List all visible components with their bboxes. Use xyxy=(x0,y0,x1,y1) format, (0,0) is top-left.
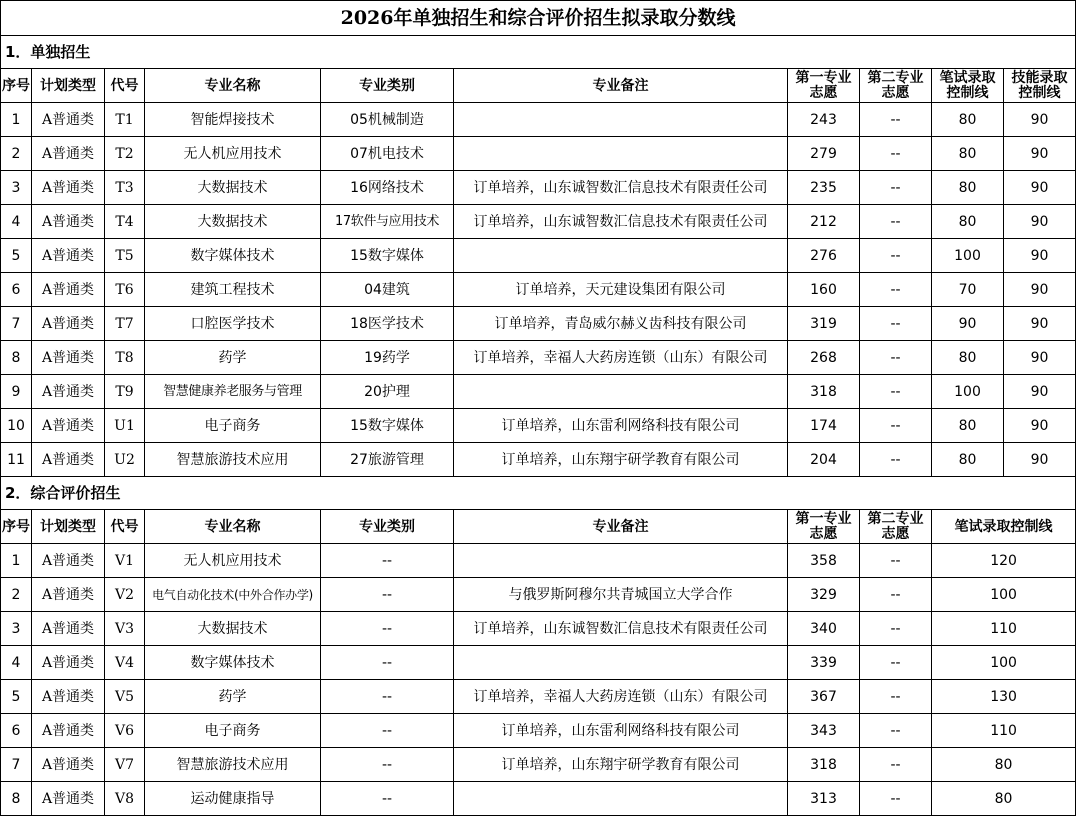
cell-major: 大数据技术 xyxy=(145,205,321,239)
cell-code: V1 xyxy=(105,544,145,578)
section-heading-comprehensive: 2．综合评价招生 xyxy=(1,477,1076,510)
header-major: 专业名称 xyxy=(145,69,321,103)
header-category: 专业类别 xyxy=(321,510,454,544)
header-first-choice xyxy=(788,69,860,103)
cell-first-choice: 212 xyxy=(788,205,860,239)
cell-code: U2 xyxy=(105,443,145,477)
cell-major: 电子商务 xyxy=(145,409,321,443)
cell-skill-line: 90 xyxy=(1004,443,1076,477)
cell-skill-line: 90 xyxy=(1004,273,1076,307)
cell-code: T8 xyxy=(105,341,145,375)
table-row xyxy=(1,409,1076,443)
header-category: 专业类别 xyxy=(321,69,454,103)
table-row xyxy=(1,612,1076,646)
table-row xyxy=(1,680,1076,714)
cell-code: V6 xyxy=(105,714,145,748)
cell-category: 17软件与应用技术 xyxy=(321,205,454,239)
header-first-choice-line2: 志愿 xyxy=(809,525,838,542)
header-second-choice-line1: 第二专业 xyxy=(867,69,924,86)
header-skill-line xyxy=(1004,69,1076,103)
cell-code: V8 xyxy=(105,782,145,816)
cell-remark: 订单培养，山东翔宇研学教育有限公司 xyxy=(454,748,788,782)
cell-remark xyxy=(454,782,788,816)
cell-second-choice: -- xyxy=(860,578,932,612)
cell-second-choice: -- xyxy=(860,137,932,171)
cell-plan-type: A普通类 xyxy=(32,239,105,273)
cell-second-choice: -- xyxy=(860,341,932,375)
cell-skill-line: 90 xyxy=(1004,239,1076,273)
cell-major: 口腔医学技术 xyxy=(145,307,321,341)
cell-category: 18医学技术 xyxy=(321,307,454,341)
header-second-choice-line1: 第二专业 xyxy=(867,510,924,527)
header-written-line: 笔试录取控制线 xyxy=(932,510,1076,544)
cell-remark: 订单培养，幸福人大药房连锁（山东）有限公司 xyxy=(454,341,788,375)
cell-seq: 2 xyxy=(1,578,32,612)
header-first-choice-line2: 志愿 xyxy=(809,84,838,101)
cell-written-line: 80 xyxy=(932,443,1004,477)
header-second-choice xyxy=(860,510,932,544)
cell-plan-type: A普通类 xyxy=(32,612,105,646)
cell-seq: 9 xyxy=(1,375,32,409)
cell-code: T4 xyxy=(105,205,145,239)
cell-major: 智慧旅游技术应用 xyxy=(145,443,321,477)
cell-code: T2 xyxy=(105,137,145,171)
cell-second-choice: -- xyxy=(860,646,932,680)
cell-first-choice: 268 xyxy=(788,341,860,375)
section-row xyxy=(1,477,1076,510)
cell-seq: 10 xyxy=(1,409,32,443)
header-first-choice-line1: 第一专业 xyxy=(795,69,852,86)
cell-seq: 5 xyxy=(1,680,32,714)
cell-seq: 8 xyxy=(1,341,32,375)
cell-plan-type: A普通类 xyxy=(32,409,105,443)
cell-second-choice: -- xyxy=(860,103,932,137)
table-row xyxy=(1,205,1076,239)
cell-seq: 5 xyxy=(1,239,32,273)
cell-category: 05机械制造 xyxy=(321,103,454,137)
cell-plan-type: A普通类 xyxy=(32,137,105,171)
cell-code: T6 xyxy=(105,273,145,307)
header-written-line2: 控制线 xyxy=(946,84,989,101)
cell-second-choice: -- xyxy=(860,443,932,477)
cell-written-line: 120 xyxy=(932,544,1076,578)
cell-major: 建筑工程技术 xyxy=(145,273,321,307)
cell-seq: 7 xyxy=(1,748,32,782)
cell-code: V3 xyxy=(105,612,145,646)
cell-first-choice: 339 xyxy=(788,646,860,680)
cell-first-choice: 204 xyxy=(788,443,860,477)
cell-remark: 订单培养，青岛威尔赫义齿科技有限公司 xyxy=(454,307,788,341)
cell-plan-type: A普通类 xyxy=(32,782,105,816)
header-remark: 专业备注 xyxy=(454,510,788,544)
cell-written-line: 80 xyxy=(932,748,1076,782)
cell-second-choice: -- xyxy=(860,239,932,273)
cell-seq: 6 xyxy=(1,273,32,307)
cell-major: 药学 xyxy=(145,341,321,375)
cell-written-line: 100 xyxy=(932,646,1076,680)
cell-remark: 订单培养，山东诚智数汇信息技术有限责任公司 xyxy=(454,205,788,239)
header-plan-type: 计划类型 xyxy=(32,69,105,103)
header-first-choice xyxy=(788,510,860,544)
section-heading-independent: 1．单独招生 xyxy=(1,36,1076,69)
header-plan-type: 计划类型 xyxy=(32,510,105,544)
header-seq: 序号 xyxy=(1,69,32,103)
cell-first-choice: 318 xyxy=(788,748,860,782)
cell-seq: 3 xyxy=(1,612,32,646)
cell-first-choice: 329 xyxy=(788,578,860,612)
cell-major: 智慧旅游技术应用 xyxy=(145,748,321,782)
cell-second-choice: -- xyxy=(860,782,932,816)
table-row xyxy=(1,273,1076,307)
cell-second-choice: -- xyxy=(860,612,932,646)
cell-plan-type: A普通类 xyxy=(32,680,105,714)
cell-plan-type: A普通类 xyxy=(32,171,105,205)
cell-second-choice: -- xyxy=(860,171,932,205)
cell-category: 15数字媒体 xyxy=(321,409,454,443)
cell-second-choice: -- xyxy=(860,409,932,443)
table-row xyxy=(1,103,1076,137)
header-major: 专业名称 xyxy=(145,510,321,544)
cell-written-line: 70 xyxy=(932,273,1004,307)
header-skill-line1: 技能录取 xyxy=(1011,69,1068,86)
cell-major: 数字媒体技术 xyxy=(145,646,321,680)
cell-category: -- xyxy=(321,714,454,748)
cell-seq: 8 xyxy=(1,782,32,816)
cell-skill-line: 90 xyxy=(1004,341,1076,375)
cell-major: 数字媒体技术 xyxy=(145,239,321,273)
cell-remark xyxy=(454,544,788,578)
table-row xyxy=(1,171,1076,205)
cell-major: 大数据技术 xyxy=(145,612,321,646)
cell-written-line: 80 xyxy=(932,103,1004,137)
page-title: 2026年单独招生和综合评价招生拟录取分数线 xyxy=(1,1,1076,36)
cell-code: V4 xyxy=(105,646,145,680)
cell-remark xyxy=(454,375,788,409)
cell-remark: 订单培养，幸福人大药房连锁（山东）有限公司 xyxy=(454,680,788,714)
table-row xyxy=(1,137,1076,171)
cell-first-choice: 358 xyxy=(788,544,860,578)
cell-remark xyxy=(454,646,788,680)
cell-remark: 订单培养，山东诚智数汇信息技术有限责任公司 xyxy=(454,171,788,205)
cell-skill-line: 90 xyxy=(1004,205,1076,239)
cell-major: 电子商务 xyxy=(145,714,321,748)
cell-category: 20护理 xyxy=(321,375,454,409)
cell-written-line: 100 xyxy=(932,239,1004,273)
cell-written-line: 80 xyxy=(932,409,1004,443)
table-row xyxy=(1,307,1076,341)
cell-major: 药学 xyxy=(145,680,321,714)
cell-remark: 订单培养，天元建设集团有限公司 xyxy=(454,273,788,307)
cell-major: 智慧健康养老服务与管理 xyxy=(145,375,321,409)
cell-plan-type: A普通类 xyxy=(32,578,105,612)
header-skill-line2: 控制线 xyxy=(1018,84,1061,101)
cell-written-line: 110 xyxy=(932,714,1076,748)
cell-first-choice: 343 xyxy=(788,714,860,748)
table-row xyxy=(1,544,1076,578)
cell-second-choice: -- xyxy=(860,714,932,748)
cell-remark xyxy=(454,103,788,137)
cell-remark: 订单培养，山东翔宇研学教育有限公司 xyxy=(454,443,788,477)
header-seq: 序号 xyxy=(1,510,32,544)
cell-remark: 与俄罗斯阿穆尔共青城国立大学合作 xyxy=(454,578,788,612)
cell-code: U1 xyxy=(105,409,145,443)
header-remark: 专业备注 xyxy=(454,69,788,103)
cell-first-choice: 279 xyxy=(788,137,860,171)
cell-written-line: 80 xyxy=(932,171,1004,205)
cell-written-line: 100 xyxy=(932,375,1004,409)
cell-skill-line: 90 xyxy=(1004,409,1076,443)
cell-plan-type: A普通类 xyxy=(32,375,105,409)
cell-category: -- xyxy=(321,612,454,646)
cell-plan-type: A普通类 xyxy=(32,205,105,239)
cell-seq: 1 xyxy=(1,544,32,578)
cell-seq: 4 xyxy=(1,205,32,239)
cell-code: T7 xyxy=(105,307,145,341)
cell-written-line: 110 xyxy=(932,612,1076,646)
cell-seq: 1 xyxy=(1,103,32,137)
cell-category: 27旅游管理 xyxy=(321,443,454,477)
cell-first-choice: 340 xyxy=(788,612,860,646)
table-row xyxy=(1,341,1076,375)
cell-skill-line: 90 xyxy=(1004,103,1076,137)
cell-remark: 订单培养，山东诚智数汇信息技术有限责任公司 xyxy=(454,612,788,646)
cell-code: T1 xyxy=(105,103,145,137)
cell-category: -- xyxy=(321,578,454,612)
cell-category: 16网络技术 xyxy=(321,171,454,205)
header-code: 代号 xyxy=(105,510,145,544)
header-written-line1: 笔试录取 xyxy=(939,69,996,86)
table-row xyxy=(1,578,1076,612)
cell-first-choice: 319 xyxy=(788,307,860,341)
cell-second-choice: -- xyxy=(860,273,932,307)
cell-category: 07机电技术 xyxy=(321,137,454,171)
cell-second-choice: -- xyxy=(860,544,932,578)
cell-seq: 3 xyxy=(1,171,32,205)
header-written-line xyxy=(932,69,1004,103)
header-code: 代号 xyxy=(105,69,145,103)
cell-remark xyxy=(454,239,788,273)
cell-plan-type: A普通类 xyxy=(32,714,105,748)
cell-plan-type: A普通类 xyxy=(32,307,105,341)
cell-category: -- xyxy=(321,680,454,714)
cell-category: 19药学 xyxy=(321,341,454,375)
cell-seq: 2 xyxy=(1,137,32,171)
cell-remark: 订单培养，山东雷利网络科技有限公司 xyxy=(454,714,788,748)
cell-plan-type: A普通类 xyxy=(32,103,105,137)
cell-plan-type: A普通类 xyxy=(32,443,105,477)
table-row xyxy=(1,375,1076,409)
cell-written-line: 100 xyxy=(932,578,1076,612)
cell-written-line: 80 xyxy=(932,137,1004,171)
cell-code: T3 xyxy=(105,171,145,205)
header-second-choice xyxy=(860,69,932,103)
cell-second-choice: -- xyxy=(860,748,932,782)
cell-category: -- xyxy=(321,646,454,680)
cell-written-line: 130 xyxy=(932,680,1076,714)
cell-skill-line: 90 xyxy=(1004,171,1076,205)
table-row xyxy=(1,646,1076,680)
header-first-choice-line1: 第一专业 xyxy=(795,510,852,527)
cell-code: T5 xyxy=(105,239,145,273)
cell-seq: 11 xyxy=(1,443,32,477)
cell-skill-line: 90 xyxy=(1004,307,1076,341)
header-second-choice-line2: 志愿 xyxy=(881,84,910,101)
cell-written-line: 80 xyxy=(932,782,1076,816)
cell-plan-type: A普通类 xyxy=(32,748,105,782)
cell-major: 电气自动化技术(中外合作办学) xyxy=(145,578,321,612)
cell-skill-line: 90 xyxy=(1004,375,1076,409)
cell-first-choice: 276 xyxy=(788,239,860,273)
table-row xyxy=(1,714,1076,748)
cell-category: 15数字媒体 xyxy=(321,239,454,273)
cell-major: 智能焊接技术 xyxy=(145,103,321,137)
cell-first-choice: 318 xyxy=(788,375,860,409)
cell-plan-type: A普通类 xyxy=(32,646,105,680)
cell-first-choice: 367 xyxy=(788,680,860,714)
table-row xyxy=(1,782,1076,816)
cell-remark xyxy=(454,137,788,171)
cell-written-line: 80 xyxy=(932,341,1004,375)
cell-category: -- xyxy=(321,748,454,782)
table-row xyxy=(1,443,1076,477)
cell-skill-line: 90 xyxy=(1004,137,1076,171)
table-row xyxy=(1,239,1076,273)
cell-major: 大数据技术 xyxy=(145,171,321,205)
cell-written-line: 80 xyxy=(932,205,1004,239)
cell-seq: 6 xyxy=(1,714,32,748)
cell-category: -- xyxy=(321,544,454,578)
cell-seq: 4 xyxy=(1,646,32,680)
cell-category: -- xyxy=(321,782,454,816)
cell-first-choice: 243 xyxy=(788,103,860,137)
cell-major: 无人机应用技术 xyxy=(145,544,321,578)
cell-second-choice: -- xyxy=(860,205,932,239)
cell-first-choice: 235 xyxy=(788,171,860,205)
cell-plan-type: A普通类 xyxy=(32,341,105,375)
cell-first-choice: 174 xyxy=(788,409,860,443)
cell-code: V7 xyxy=(105,748,145,782)
cell-category: 04建筑 xyxy=(321,273,454,307)
cell-second-choice: -- xyxy=(860,680,932,714)
header-second-choice-line2: 志愿 xyxy=(881,525,910,542)
cell-second-choice: -- xyxy=(860,375,932,409)
cell-second-choice: -- xyxy=(860,307,932,341)
cell-first-choice: 160 xyxy=(788,273,860,307)
cell-first-choice: 313 xyxy=(788,782,860,816)
cell-plan-type: A普通类 xyxy=(32,544,105,578)
cell-remark: 订单培养，山东雷利网络科技有限公司 xyxy=(454,409,788,443)
header-row xyxy=(1,510,1076,544)
cell-code: V2 xyxy=(105,578,145,612)
table-row xyxy=(1,748,1076,782)
cell-seq: 7 xyxy=(1,307,32,341)
cell-code: V5 xyxy=(105,680,145,714)
cell-major: 运动健康指导 xyxy=(145,782,321,816)
cell-major: 无人机应用技术 xyxy=(145,137,321,171)
cell-plan-type: A普通类 xyxy=(32,273,105,307)
cell-written-line: 90 xyxy=(932,307,1004,341)
cell-code: T9 xyxy=(105,375,145,409)
